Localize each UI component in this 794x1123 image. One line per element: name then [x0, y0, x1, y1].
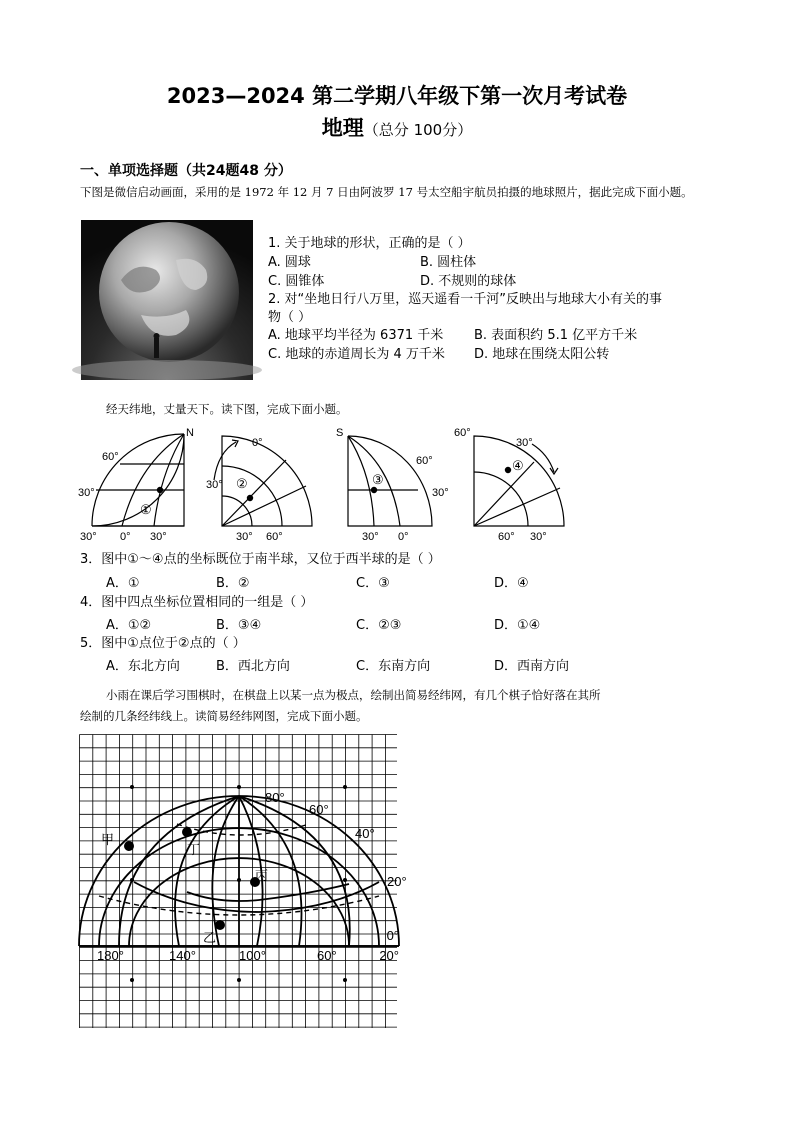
label-20: 20° [387, 874, 407, 889]
d2-point-label: ② [236, 476, 248, 491]
d3-point-label: ③ [372, 472, 384, 487]
section-intro: 下图是微信启动画面，采用的是 1972 年 12 月 7 日由阿波罗 17 号太空船宇航员拍摄的地球照片，据此完成下面小题。 [80, 185, 693, 199]
q5-option-c: C．东南方向 [356, 659, 431, 674]
piece-jia [124, 841, 134, 851]
q1-option-c: C. 圆锥体 [268, 274, 325, 289]
earth-photo [81, 220, 253, 380]
d4-left-label: 60° [454, 427, 471, 439]
label-lon-60: 60° [317, 948, 337, 963]
label-yi: 乙 [203, 930, 217, 945]
q2-stem-line2: 物（ ） [268, 310, 312, 325]
subject-label: 地理 [321, 116, 364, 140]
d1-pole-label: N [186, 427, 194, 439]
q3-option-b: B．② [216, 576, 250, 591]
d1-lat-top: 60° [102, 451, 119, 463]
graticule-labels [97, 790, 407, 963]
d4-top-label: 30° [516, 437, 533, 449]
q4-option-a: A．①② [106, 618, 152, 633]
q2-option-b: B. 表面积约 5.1 亿平方千米 [474, 328, 638, 343]
d3-lon-2: 0° [398, 531, 409, 543]
group3-intro-line1: 小雨在课后学习围棋时，在棋盘上以某一点为极点，绘制出简易经纬网，有几个棋子恰好落在其所 [106, 688, 601, 702]
exam-title: 2023—2024 第二学期八年级下第一次月考试卷 [166, 84, 628, 108]
q4-option-b: B．③④ [216, 618, 262, 633]
d2-lon-1: 30° [236, 531, 253, 543]
q5-option-a: A．东北方向 [106, 659, 180, 674]
d3-lat-top: 60° [416, 455, 433, 467]
label-ding: 丁 [187, 842, 201, 857]
q2-option-c: C. 地球的赤道周长为 4 万千米 [268, 347, 445, 362]
d1-lon-1: 30° [80, 531, 97, 543]
go-board-graticule [79, 734, 407, 1030]
label-jia: 甲 [101, 832, 115, 847]
label-40: 40° [355, 826, 375, 841]
diagram-4 [474, 436, 564, 526]
label-80: 80° [265, 790, 285, 805]
q2-stem-line1: 2. 对“坐地日行八万里，巡天遥看一千河”反映出与地球大小有关的事 [268, 292, 663, 307]
section-heading: 一、单项选择题（共24题48 分） [80, 163, 292, 179]
d3-lon-1: 30° [362, 531, 379, 543]
d1-lon-3: 30° [150, 531, 167, 543]
q2-option-d: D. 地球在围绕太阳公转 [474, 347, 610, 362]
label-60: 60° [309, 802, 329, 817]
d4-lon-1: 60° [498, 531, 515, 543]
q1-stem: 1. 关于地球的形状，正确的是（ ） [268, 236, 471, 251]
group3-intro-line2: 绘制的几条经纬线上。读简易经纬网图，完成下面小题。 [80, 709, 368, 723]
label-bing: 丙 [255, 868, 269, 883]
label-lon-100: 100° [239, 948, 266, 963]
diagram-3 [348, 436, 432, 526]
q5-stem: 5．图中①点位于②点的（ ） [80, 636, 246, 651]
d1-point-label: ① [140, 502, 152, 517]
d2-left-label: 30° [206, 479, 223, 491]
d4-lon-2: 30° [530, 531, 547, 543]
group2-intro: 经天纬地，丈量天下。读下图，完成下面小题。 [106, 402, 348, 416]
d3-lat-mid: 30° [432, 487, 449, 499]
q4-option-d: D．①④ [494, 618, 541, 633]
label-0: 0° [386, 928, 399, 943]
q3-option-c: C．③ [356, 576, 390, 591]
d4-point-label: ④ [512, 458, 524, 473]
d2-lon-2: 60° [266, 531, 283, 543]
graticule-lines [79, 796, 399, 946]
score-note: （总分 100分） [363, 121, 473, 139]
diagram-1 [92, 434, 184, 526]
piece-ding [182, 827, 192, 837]
q4-stem: 4．图中四点坐标位置相同的一组是（ ） [80, 595, 314, 610]
d1-lat-mid: 30° [78, 487, 95, 499]
q3-option-d: D．④ [494, 576, 529, 591]
d3-pole-label: S [336, 427, 344, 439]
q1-option-b: B. 圆柱体 [420, 255, 477, 270]
graticule-figure [76, 424, 576, 546]
q4-option-c: C．②③ [356, 618, 402, 633]
label-lon-180: 180° [97, 948, 124, 963]
diagram-2 [214, 436, 312, 526]
q1-option-d: D. 不规则的球体 [420, 274, 517, 289]
q5-option-b: B．西北方向 [216, 659, 290, 674]
label-lon-20: 20° [379, 948, 399, 963]
d2-top-label: 0° [252, 437, 263, 449]
piece-yi [215, 920, 225, 930]
q2-option-a: A. 地球平均半径为 6371 千米 [268, 328, 444, 343]
q3-stem: 3．图中①～④点的坐标既位于南半球，又位于西半球的是（ ） [80, 552, 441, 567]
q5-option-d: D．西南方向 [494, 659, 570, 674]
label-lon-140: 140° [169, 948, 196, 963]
q1-option-a: A. 圆球 [268, 255, 311, 270]
exam-subtitle [0, 112, 794, 142]
q3-option-a: A．① [106, 576, 140, 591]
d1-lon-2: 0° [120, 531, 131, 543]
